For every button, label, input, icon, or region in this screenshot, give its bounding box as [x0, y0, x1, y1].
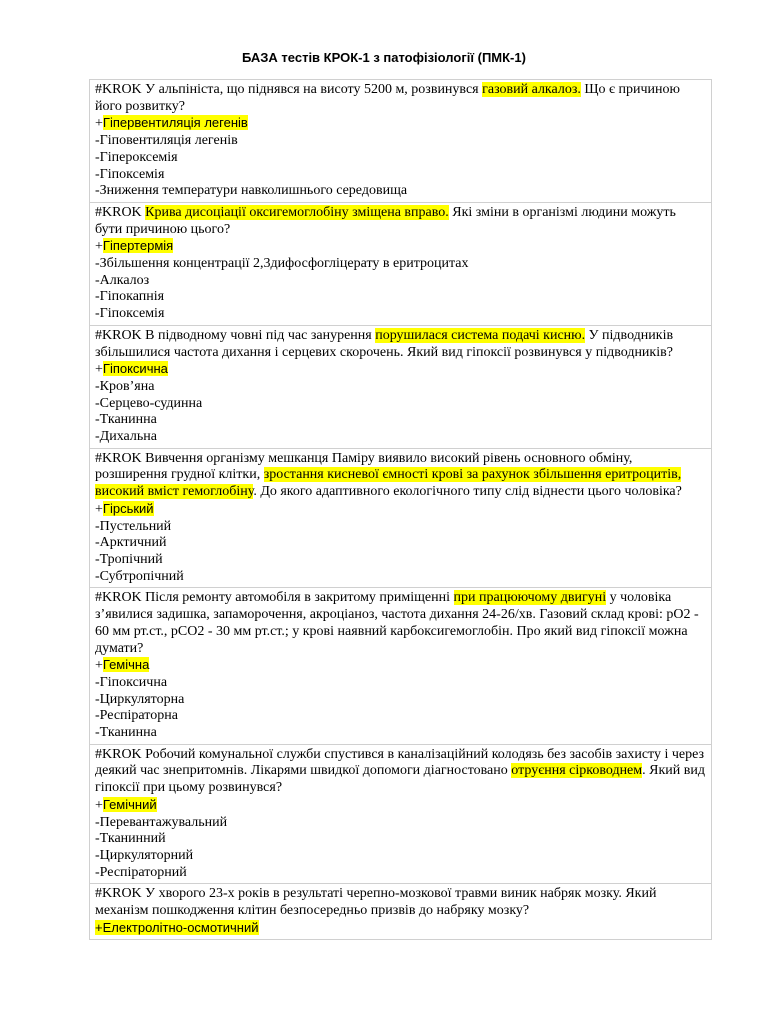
- correct-answer: +Гіпертермія: [95, 238, 174, 255]
- question-text: #KROK У альпініста, що піднявся на висоту 5200 м, розвинувся газовий алкалоз. Що є причиною його розвитку?: [95, 82, 680, 114]
- answer-option: -Тканинна: [95, 412, 157, 428]
- answer-option: -Циркуляторна: [95, 691, 185, 707]
- question-row: [90, 884, 712, 940]
- question-cell: [90, 744, 712, 884]
- highlighted-phrase: при працюючому двигуні: [453, 590, 607, 606]
- answer-option: -Циркуляторний: [95, 847, 194, 863]
- question-row: [90, 325, 712, 448]
- answer-option: -Кров’яна: [95, 378, 155, 394]
- answer-option: -Гіпоксична: [95, 674, 168, 690]
- answer-option: -Пустельний: [95, 518, 172, 534]
- question-cell: [90, 325, 712, 448]
- correct-answer: +Гірський: [95, 500, 154, 517]
- answer-option: -Гіповентиляція легенів: [95, 133, 238, 149]
- answer-option: -Респіраторний: [95, 864, 187, 880]
- correct-answer: +Гемічна: [95, 657, 150, 674]
- answer-option: -Гіпоксемія: [95, 306, 165, 322]
- highlighted-phrase: зростання кисневої ємності крові за рахунок збільшення еритроцитів, високий вміст гемоглобіну: [95, 467, 682, 500]
- question-row: [90, 202, 712, 325]
- question-row: [90, 588, 712, 744]
- answer-option: -Дихальна: [95, 429, 157, 445]
- correct-answer: +Гемічний: [95, 796, 157, 813]
- answer-option: -Тропічний: [95, 551, 163, 567]
- highlighted-phrase: Крива дисоціації оксигемоглобіну зміщена вправо.: [145, 204, 449, 220]
- answer-option: -Збільшення концентрації 2,3дифосфогліцерату в еритроцитах: [95, 256, 469, 272]
- answer-option: -Тканинна: [95, 725, 157, 741]
- answer-option: -Перевантажувальний: [95, 814, 228, 830]
- correct-answer: +Електролітно-осмотичний: [95, 919, 259, 935]
- answer-option: -Зниження температури навколишнього середовища: [95, 183, 408, 199]
- question-text: #KROK В підводному човні під час занурення порушилася система подачі кисню. У підводників збільшилися частота дихання і серцевих скорочень. Який вид гіпоксії розвинувся у підводників?: [95, 327, 674, 360]
- answer-option: -Серцево-судинна: [95, 395, 203, 411]
- question-cell: [90, 80, 712, 203]
- question-text: #KROK Крива дисоціації оксигемоглобіну зміщена вправо. Які зміни в організмі людини можуть бути причиною цього?: [95, 204, 676, 237]
- highlighted-phrase: газовий алкалоз.: [482, 82, 581, 97]
- answer-option: -Гіпокапнія: [95, 289, 165, 305]
- question-text: #KROK Робочий комунальної служби спустився в каналізаційний колодязь без засобів захисту і через деякий час знепритомнів. Лікарями швидкої допомоги діагностовано отруєння сірководнем. Який вид гіпоксії при цьому розвинувся?: [95, 746, 705, 796]
- page-title: БАЗА тестів КРОК-1 з патофізіології (ПМК-1): [242, 50, 526, 65]
- answer-option: -Субтропічний: [95, 568, 184, 584]
- answer-option: -Респіраторна: [95, 708, 178, 724]
- question-text: #KROK Після ремонту автомобіля в закритому приміщенні при працюючому двигуні у чоловіка з’явилися задишка, запаморочення, акроціаноз, частота дихання 24-26/хв. Газовий склад крові: рО2 - 60 мм рт.ст., рСО2 - 30 мм рт.ст.; у крові наявний карбоксигемоглобін. Про який вид гіпоксії можна думати?: [95, 590, 699, 656]
- highlighted-phrase: отруєння сірководнем: [511, 763, 643, 779]
- question-row: [90, 448, 712, 588]
- answer-option: -Тканинний: [95, 831, 166, 847]
- question-cell: [90, 202, 712, 325]
- answer-option: -Алкалоз: [95, 272, 150, 288]
- tests-table: [89, 79, 712, 940]
- question-cell: [90, 588, 712, 744]
- correct-answer: +Гіпервентиляція легенів: [95, 115, 248, 132]
- highlighted-phrase: порушилася система подачі кисню.: [375, 327, 586, 343]
- question-text: #KROK У хворого 23-х років в результаті черепно-мозкової травми виник набряк мозку. Який механізм пошкодження клітин безпосередньо призвів до набряку мозку?: [95, 886, 657, 919]
- answer-option: -Арктичний: [95, 535, 167, 551]
- question-row: [90, 80, 712, 203]
- question-row: [90, 744, 712, 884]
- question-cell: [90, 884, 712, 940]
- answer-option: -Гіпоксемія: [95, 166, 165, 182]
- correct-answer: +Гіпоксична: [95, 361, 168, 378]
- question-text: #KROK Вивчення організму мешканця Паміру виявило високий рівень основного обміну, розширення грудної клітки, зростання кисневої ємності крові за рахунок збільшення еритроцитів, високий вміст гемоглобіну. До якого адаптивного екологічного типу слід віднести цього чоловіка?: [95, 450, 682, 500]
- answer-option: -Гіпероксемія: [95, 149, 178, 165]
- question-cell: [90, 448, 712, 588]
